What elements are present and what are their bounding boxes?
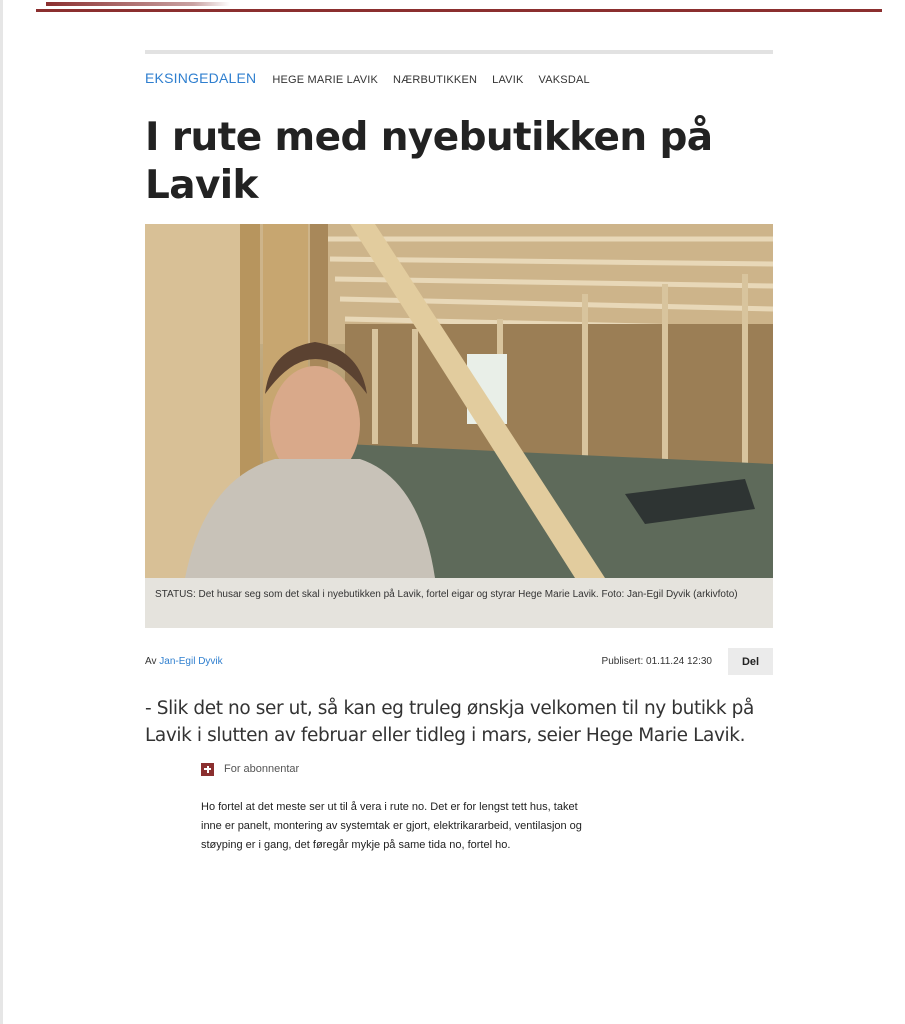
article-body xyxy=(201,760,611,855)
brand-top-bar xyxy=(36,9,882,12)
tag-item[interactable]: HEGE MARIE LAVIK xyxy=(272,74,379,86)
share-button[interactable]: Del xyxy=(728,648,773,675)
meta-right xyxy=(602,648,773,675)
plus-icon xyxy=(201,763,214,776)
byline xyxy=(145,656,223,667)
subscriber-label: For abonnentar xyxy=(224,763,300,775)
tag-item[interactable]: VAKSDAL xyxy=(538,74,590,86)
author-link[interactable]: Jan-Egil Dyvik xyxy=(159,656,223,667)
article xyxy=(145,50,773,749)
top-divider xyxy=(145,50,773,54)
byline-prefix: Av xyxy=(145,656,160,667)
tag-item[interactable]: NÆRBUTIKKEN xyxy=(393,74,478,86)
page-edge xyxy=(0,0,3,1024)
article-meta xyxy=(145,648,773,675)
subscriber-badge xyxy=(201,760,611,778)
tag-primary[interactable]: EKSINGEDALEN xyxy=(145,70,257,86)
tag-list xyxy=(145,70,773,90)
hero-photo[interactable] xyxy=(145,224,773,578)
body-paragraph: Ho fortel at det meste ser ut til å vera i rute no. Det er for lengst tett hus, taket inne er panelt, montering av systemtak er gjort, elektrikararbeid, ventilasjon og støyping er i gang, det føregår mykje på same tida no, fortel ho. xyxy=(201,801,582,851)
article-headline: I rute med nyebutikken på Lavik xyxy=(145,115,713,208)
tag-item[interactable]: LAVIK xyxy=(492,74,524,86)
hero-photo-illustration xyxy=(145,224,773,578)
published-timestamp: Publisert: 01.11.24 12:30 xyxy=(601,656,712,667)
brand-top-accent xyxy=(46,2,230,6)
photo-caption: STATUS: Det husar seg som det skal i nyebutikken på Lavik, fortel eigar og styrar Hege Marie Lavik. Foto: Jan-Egil Dyvik (arkivfoto) xyxy=(145,578,773,628)
article-lead: - Slik det no ser ut, så kan eg truleg ønskja velkomen til ny butikk på Lavik i slutten av februar eller tidleg i mars, seier Hege Marie Lavik. xyxy=(145,698,754,746)
